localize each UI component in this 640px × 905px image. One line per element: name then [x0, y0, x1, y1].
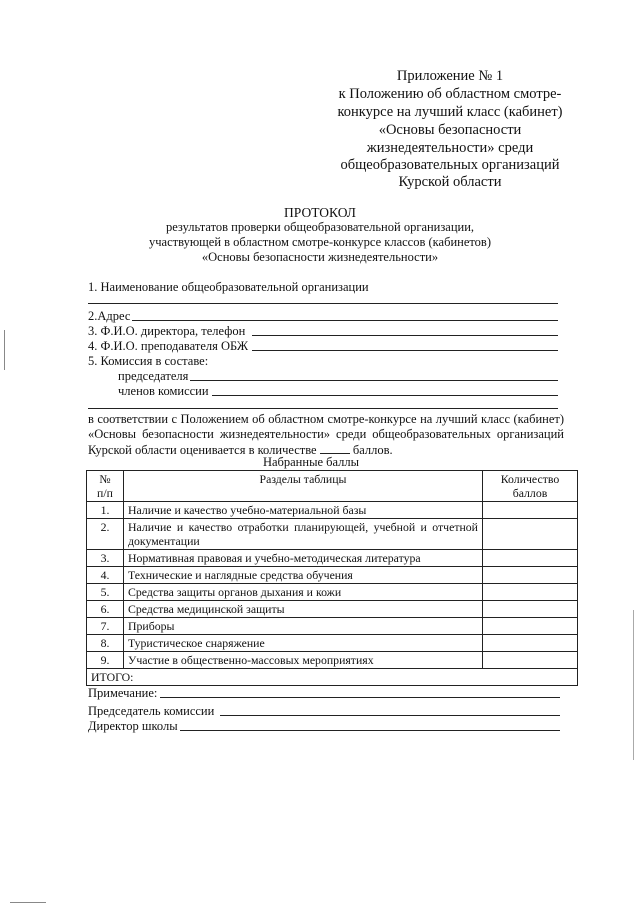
address-line[interactable]	[132, 320, 558, 321]
row-score-cell[interactable]	[483, 550, 578, 567]
total-label: ИТОГО:	[87, 669, 578, 686]
header-score-1: Количество	[500, 472, 560, 486]
row-num: 4.	[87, 567, 124, 584]
protocol-title: ПРОТОКОЛ	[284, 205, 356, 220]
table-row	[87, 652, 578, 669]
chair-signature-line[interactable]	[220, 715, 560, 716]
row-label: Нормативная правовая и учебно-методическая литература	[124, 550, 483, 567]
protocol-subtitle: участвующей в областном смотре-конкурсе классов (кабинетов)	[149, 235, 491, 249]
row-label: Наличие и качество учебно-материальной базы	[124, 502, 483, 519]
commission-label: 5. Комиссия в составе:	[88, 354, 209, 368]
score-blank[interactable]	[320, 442, 350, 454]
row-num: 8.	[87, 635, 124, 652]
table-caption: Набранные баллы	[262, 455, 360, 469]
table-row	[87, 635, 578, 652]
table-row	[87, 550, 578, 567]
appendix-line: «Основы безопасности	[378, 122, 522, 138]
table-header-row	[87, 471, 578, 502]
address-label: 2.Адрес	[88, 309, 131, 323]
row-score-cell[interactable]	[483, 519, 578, 550]
row-num: 1.	[87, 502, 124, 519]
appendix-line: конкурсе на лучший класс (кабинет)	[337, 104, 563, 120]
table-row	[87, 584, 578, 601]
row-score-cell[interactable]	[483, 652, 578, 669]
row-label: Средства защиты органов дыхания и кожи	[124, 584, 483, 601]
table-row	[87, 601, 578, 618]
row-label: Технические и наглядные средства обучения	[124, 567, 483, 584]
header-num-sign: №	[99, 472, 111, 486]
appendix-line: жизнедеятельности» среди	[366, 140, 534, 156]
table-row	[87, 618, 578, 635]
appendix-line: Курской области	[398, 174, 502, 190]
scan-artifact	[4, 330, 5, 370]
scan-artifact	[10, 902, 46, 903]
table-total-row	[87, 669, 578, 686]
row-label: Туристическое снаряжение	[124, 635, 483, 652]
row-score-cell[interactable]	[483, 567, 578, 584]
table-row	[87, 502, 578, 519]
assessment-paragraph	[88, 412, 564, 458]
row-num: 2.	[87, 519, 124, 550]
org-name-label: 1. Наименование общеобразовательной организации	[88, 280, 369, 294]
protocol-subtitle: результатов проверки общеобразовательной организации,	[165, 220, 475, 234]
row-score-cell[interactable]	[483, 584, 578, 601]
table-header-score	[483, 471, 578, 502]
members-label: членов комиссии	[118, 384, 209, 398]
director-signature-line[interactable]	[180, 730, 560, 731]
row-score-cell[interactable]	[483, 601, 578, 618]
director-sign-label: Директор школы	[88, 719, 178, 733]
table-header-section: Разделы таблицы	[124, 471, 483, 502]
row-num: 9.	[87, 652, 124, 669]
members-line[interactable]	[212, 395, 558, 396]
table-header-num	[87, 471, 124, 502]
protocol-subtitle: «Основы безопасности жизнедеятельности»	[201, 250, 439, 264]
chairman-label: председателя	[118, 369, 189, 383]
note-label: Примечание:	[88, 686, 158, 700]
table-row	[87, 519, 578, 550]
members-line-extra[interactable]	[88, 408, 558, 409]
row-label: Наличие и качество отработки планирующей, учебной и отчетной документации	[124, 519, 483, 550]
header-score-2: баллов	[512, 486, 548, 500]
org-name-line[interactable]	[88, 303, 558, 304]
row-score-cell[interactable]	[483, 635, 578, 652]
scores-table	[86, 470, 578, 686]
row-label: Средства медицинской защиты	[124, 601, 483, 618]
teacher-label: 4. Ф.И.О. преподавателя ОБЖ	[88, 339, 249, 353]
assessment-text-end: баллов.	[352, 443, 393, 457]
chairman-line[interactable]	[190, 380, 558, 381]
row-num: 7.	[87, 618, 124, 635]
teacher-line[interactable]	[252, 350, 558, 351]
director-label: 3. Ф.И.О. директора, телефон	[88, 324, 246, 338]
row-num: 6.	[87, 601, 124, 618]
row-label: Приборы	[124, 618, 483, 635]
appendix-line: общеобразовательных организаций	[340, 157, 560, 173]
note-line[interactable]	[160, 697, 560, 698]
table-row	[87, 567, 578, 584]
appendix-number: Приложение № 1	[396, 68, 504, 84]
chair-label: Председатель комиссии	[88, 704, 215, 718]
assessment-text: в соответствии с Положением об областном смотре-конкурсе на лучший класс (кабинет) «Основы безопасности жизнедеятельности» среди общеобразовательных организаций Курской области оценивается в количестве	[88, 412, 564, 457]
header-num-abbr: п/п	[97, 486, 113, 500]
row-num: 3.	[87, 550, 124, 567]
row-score-cell[interactable]	[483, 618, 578, 635]
row-num: 5.	[87, 584, 124, 601]
director-line[interactable]	[252, 335, 558, 336]
row-label: Участие в общественно-массовых мероприятиях	[124, 652, 483, 669]
appendix-line: к Положению об областном смотре-	[338, 86, 562, 102]
scan-artifact	[633, 610, 634, 760]
row-score-cell[interactable]	[483, 502, 578, 519]
